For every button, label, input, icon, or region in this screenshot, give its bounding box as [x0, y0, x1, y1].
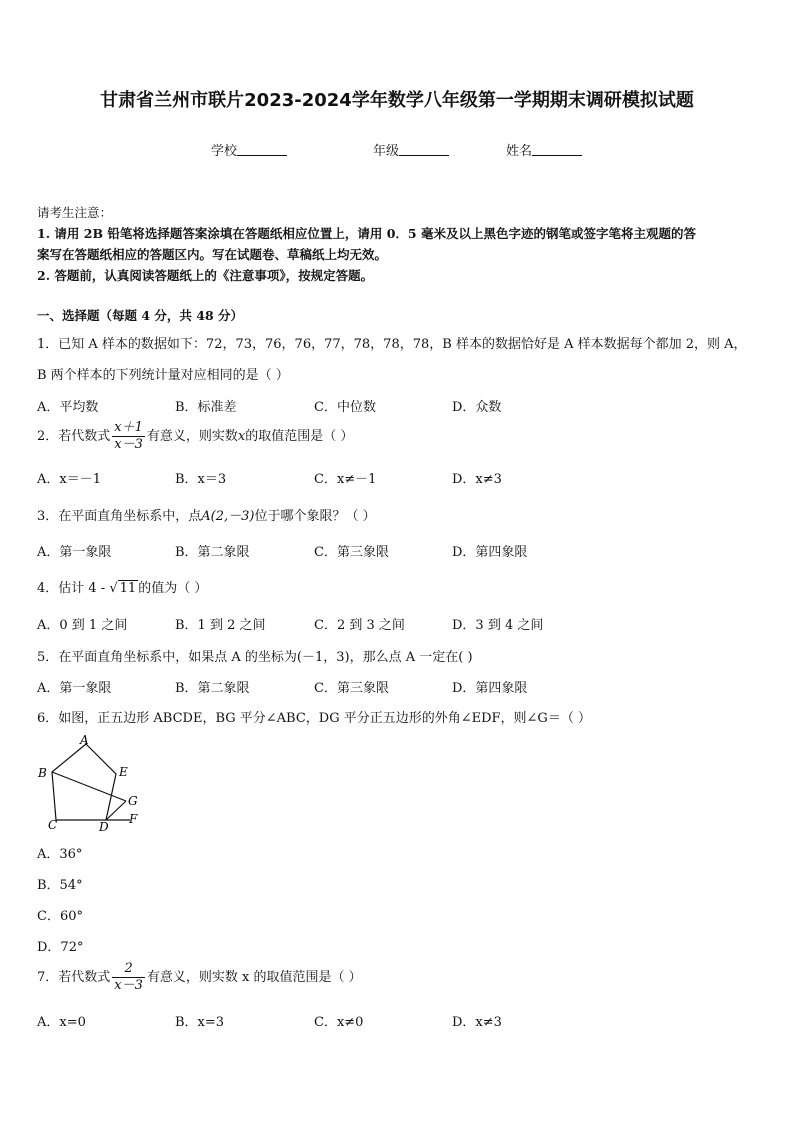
q4-option-b[interactable]: B．1 到 2 之间: [175, 618, 266, 633]
exam-title: 甘肃省兰州市联片2023-2024学年数学八年级第一学期期末调研模拟试题: [100, 90, 694, 111]
grade-field: [373, 140, 449, 159]
q1-stem-a: 1．已知 A 样本的数据如下：72，73，76，76，77，78，78，78，B 样本的数据恰好是 A 样本数据每个都加 2，则 A，: [37, 337, 747, 352]
q6-option-b[interactable]: B．54°: [37, 878, 83, 893]
q7-stem: [37, 961, 362, 994]
notice-item-1b: 案写在答题纸相应的答题区内。写在试题卷、草稿纸上均无效。: [37, 247, 388, 262]
q7-option-d[interactable]: D．x≠3: [452, 1015, 502, 1030]
q3-option-a[interactable]: A．第一象限: [37, 545, 112, 560]
q1-option-c[interactable]: C．中位数: [314, 400, 376, 415]
q6-option-d[interactable]: D．72°: [37, 940, 84, 955]
q4-stem: [37, 577, 207, 596]
q4-suffix: 的值为（ ）: [138, 581, 208, 596]
q4-option-c[interactable]: C．2 到 3 之间: [314, 618, 405, 633]
q7-denominator: x－3: [114, 978, 143, 993]
name-blank[interactable]: [532, 143, 582, 156]
q7-option-a[interactable]: A．x=0: [37, 1015, 86, 1030]
q4-option-d[interactable]: D．3 到 4 之间: [452, 618, 544, 633]
name-label: 姓名: [506, 144, 533, 159]
label-c: C: [48, 818, 58, 832]
q2-suffix-b: 的取值范围是（ ）: [245, 429, 354, 444]
q2-prefix: 2．若代数式: [37, 429, 111, 444]
q1-stem-b: B 两个样本的下列统计量对应相同的是（ ）: [37, 368, 289, 383]
q5-stem: 5．在平面直角坐标系中，如果点 A 的坐标为(－1，3)，那么点 A 一定在( ): [37, 650, 473, 665]
q3-option-b[interactable]: B．第二象限: [175, 545, 250, 560]
school-blank[interactable]: [237, 143, 287, 156]
notice-item-1a: 1. 请用 2B 铅笔将选择题答案涂填在答题纸相应位置上，请用 0．5 毫米及以上黑色字迹的钢笔或签字笔将主观题的答: [37, 226, 696, 241]
q5-option-a[interactable]: A．第一象限: [37, 681, 112, 696]
q3-suffix: 位于哪个象限？（ ）: [254, 509, 376, 524]
q1-option-a[interactable]: A．平均数: [37, 400, 99, 415]
q7-prefix: 7．若代数式: [37, 970, 111, 985]
q7-option-c[interactable]: C．x≠0: [314, 1015, 364, 1030]
q7-numerator: 2: [124, 961, 133, 976]
q5-option-c[interactable]: C．第三象限: [314, 681, 389, 696]
q2-stem: [37, 420, 353, 453]
q7-fraction: [112, 961, 145, 994]
label-b: B: [38, 766, 47, 780]
grade-label: 年级: [373, 144, 400, 159]
school-label: 学校: [211, 144, 238, 159]
q6-option-c[interactable]: C．60°: [37, 909, 83, 924]
label-g: G: [128, 794, 138, 808]
q4-radicand: 11: [119, 581, 137, 596]
q2-fraction: [112, 420, 145, 453]
q4-option-a[interactable]: A．0 到 1 之间: [37, 618, 128, 633]
q3-option-d[interactable]: D．第四象限: [452, 545, 528, 560]
q3-point: A(2,－3): [201, 509, 255, 524]
label-e: E: [119, 765, 128, 779]
q6-stem: 6．如图，正五边形 ABCDE，BG 平分∠ABC，DG 平分正五边形的外角∠EDF，则∠G＝（ ）: [37, 711, 591, 726]
q2-suffix-a: 有意义，则实数: [146, 429, 238, 444]
grade-blank[interactable]: [399, 143, 449, 156]
q2-option-b[interactable]: B．x＝3: [175, 472, 227, 487]
q1-option-b[interactable]: B．标准差: [175, 400, 237, 415]
q4-sqrt: √ 11: [109, 581, 137, 596]
q6-option-a[interactable]: A．36°: [37, 847, 83, 862]
q7-option-b[interactable]: B．x=3: [175, 1015, 225, 1030]
label-a: A: [80, 733, 89, 747]
name-field: [506, 140, 582, 159]
pentagon-shape: [52, 744, 116, 820]
section-heading: 一、选择题（每题 4 分，共 48 分）: [37, 308, 244, 323]
q3-stem: [37, 505, 376, 524]
q2-option-c[interactable]: C．x≠－1: [314, 472, 377, 487]
q7-suffix: 有意义，则实数 x 的取值范围是（ ）: [146, 970, 362, 985]
notice-heading: 请考生注意：: [37, 205, 113, 220]
q2-option-a[interactable]: A．x＝－1: [37, 472, 101, 487]
q2-numerator: x＋1: [114, 420, 143, 435]
label-f: F: [129, 812, 138, 826]
q2-denominator: x－3: [114, 437, 143, 452]
q4-prefix: 4．估计 4 -: [37, 581, 106, 596]
q2-option-d[interactable]: D．x≠3: [452, 472, 502, 487]
q2-variable: x: [237, 429, 246, 444]
label-d: D: [99, 820, 109, 834]
q5-option-d[interactable]: D．第四象限: [452, 681, 528, 696]
q5-option-b[interactable]: B．第二象限: [175, 681, 250, 696]
notice-item-2: 2. 答题前，认真阅读答题纸上的《注意事项》，按规定答题。: [37, 268, 374, 283]
q1-option-d[interactable]: D．众数: [452, 400, 502, 415]
q3-prefix: 3．在平面直角坐标系中，点: [37, 509, 202, 524]
school-field: [211, 140, 287, 159]
q3-option-c[interactable]: C．第三象限: [314, 545, 389, 560]
pentagon-figure: [30, 732, 150, 834]
